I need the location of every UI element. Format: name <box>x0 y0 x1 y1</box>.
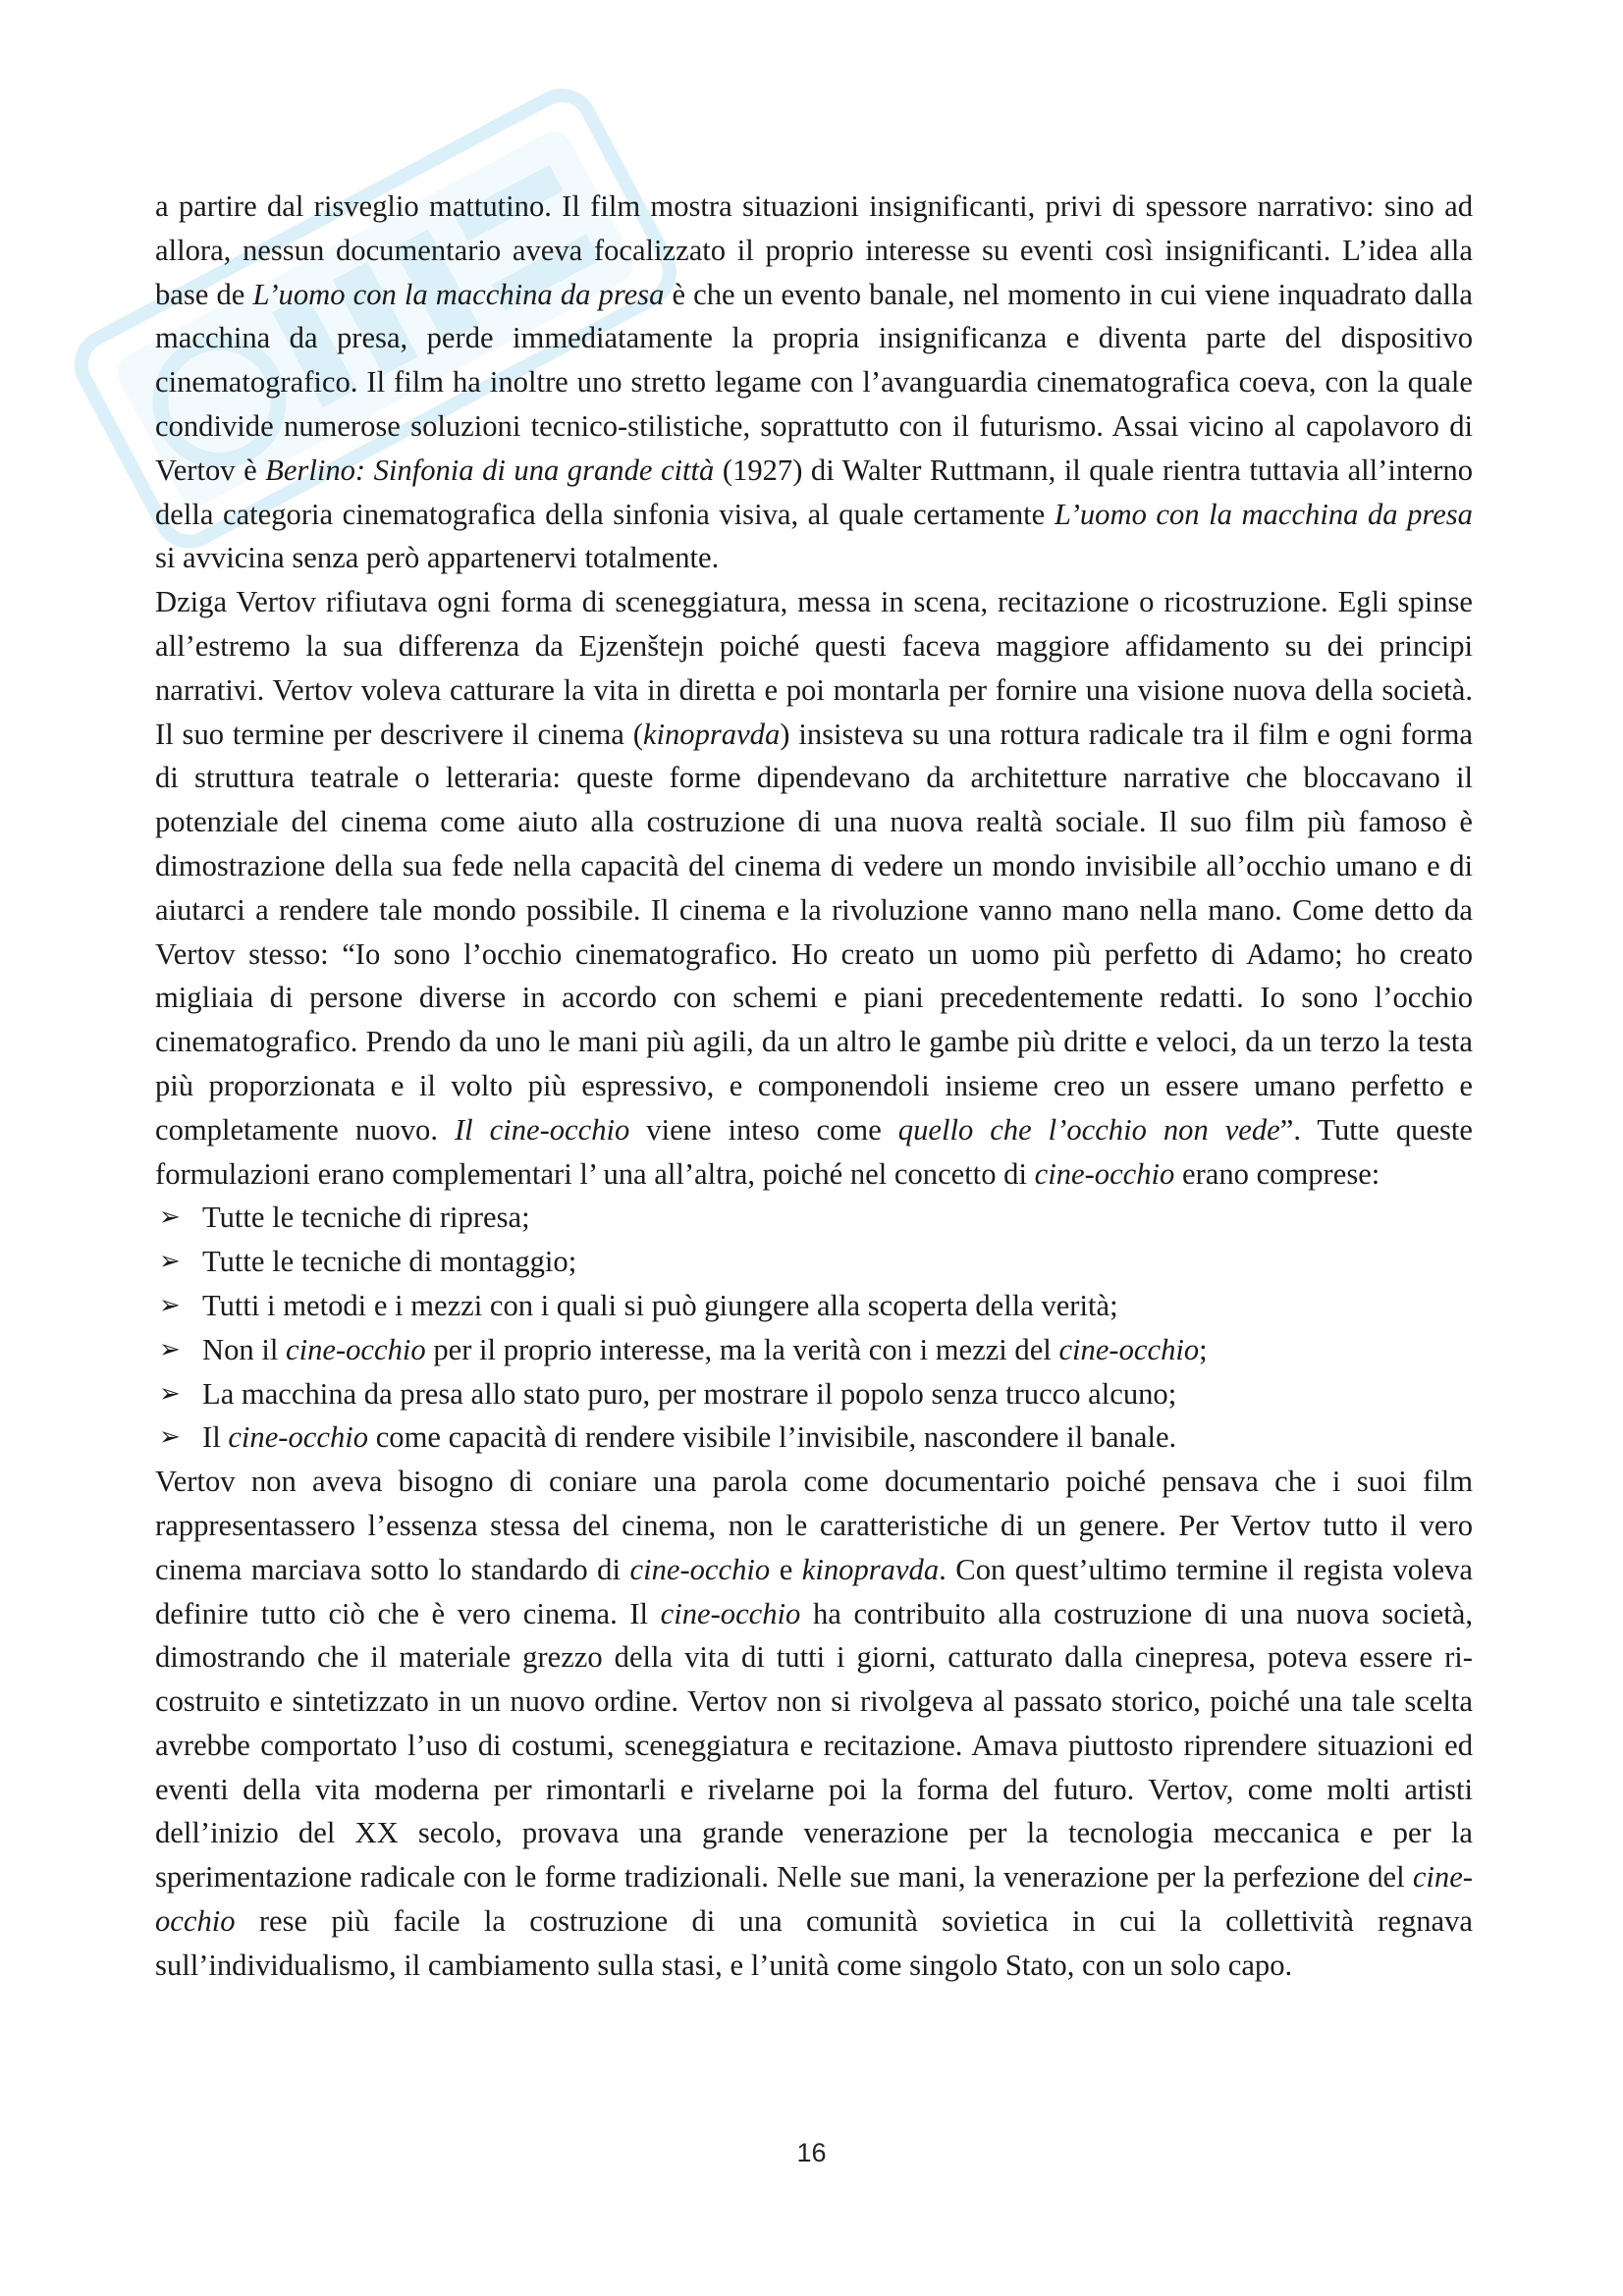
italic-term: cine-occhio <box>1058 1332 1200 1366</box>
italic-term: cine-occhio <box>285 1332 426 1366</box>
italic-term: kinopravda <box>642 717 781 751</box>
list-item <box>155 1372 1473 1416</box>
film-title: Berlino: Sinfonia di una grande città <box>265 453 715 487</box>
page-body <box>155 185 1473 1988</box>
list-item-text: ; <box>1199 1332 1208 1366</box>
list-item-text: per il proprio interesse, ma la verità con i mezzi del <box>425 1332 1059 1366</box>
text-run: Vertov non aveva bisogno di coniare una parola come documentario poiché pensava che i suoi film rappresentassero l’essenza stessa del cinema, non le caratteristiche di un genere. Per Vertov tutto il vero cinema marciava sotto lo standardo di <box>155 1465 1473 1586</box>
arrow-bullet-icon: ➢ <box>159 1202 181 1232</box>
text-run: a partire dal risveglio mattutino. Il film mostra situazioni insignificanti, privi di spessore narrativo: sino ad allora, nessun documentario aveva focalizzato il proprio interesse su eventi così insignificanti. L’idea alla base de <box>155 189 1473 311</box>
italic-term: cine-occhio <box>629 1552 771 1586</box>
italic-term: cine-occhio <box>228 1420 369 1455</box>
text-run: è che un evento banale, nel momento in cui viene inquadrato dalla macchina da presa, perde immediatamente la propria insignificanza e diventa parte del dispositivo cinematografico. Il film ha inoltre uno stretto legame con l’avanguardia cinematografica coeva, con la quale condivide numerose soluzioni tecnico-stilistiche, soprattutto con il futurismo. Assai vicino al capolavoro di Vertov è <box>155 277 1473 487</box>
list-item <box>155 1415 1473 1460</box>
text-run: ha contribuito alla costruzione di una nuova società, dimostrando che il materiale grezzo della vita di tutti i giorni, catturato dalla cinepresa, poteva essere ri-costruito e sintetizzato in un nuovo ordine. Vertov non si rivolgeva al passato storico, poiché una tale scelta avrebbe comportato l’uso di costumi, sceneggiatura e recitazione. Amava piuttosto riprendere situazioni ed eventi della vita moderna per rimontarli e rivelarne poi la forma del futuro. Vertov, come molti artisti dell’inizio del XX secolo, provava una grande venerazione per la tecnologia meccanica e per la sperimentazione radicale con le forme tradizionali. Nelle sue mani, la venerazione per la perfezione del <box>155 1596 1473 1895</box>
list-item <box>155 1240 1473 1284</box>
italic-term: Il cine-occhio <box>454 1112 630 1147</box>
list-item-text: Tutte le tecniche di ripresa; <box>202 1201 530 1235</box>
arrow-bullet-icon: ➢ <box>159 1247 181 1276</box>
list-item-text: Il <box>202 1420 229 1455</box>
film-title: L’uomo con la macchina da presa <box>252 277 665 311</box>
italic-term: cine-occhio <box>1034 1156 1175 1191</box>
text-run: (1927) di Walter Ruttmann, il quale rientra tuttavia all’interno della categoria cinematografica della sinfonia visiva, al quale certamente <box>155 453 1474 531</box>
italic-term: cine-occhio <box>155 1860 1473 1939</box>
text-run: viene inteso come <box>629 1112 898 1147</box>
text-run: Dziga Vertov rifiutava ogni forma di sceneggiatura, messa in scena, recitazione o ricostruzione. Egli spinse all’estremo la sua differenza da Ejzenštejn poiché questi faceva maggiore affidamento su dei principi narrativi. Vertov voleva catturare la vita in diretta e poi montarla per fornire una visione nuova della società. Il suo termine per descrivere il cinema ( <box>155 585 1473 751</box>
text-run: . Con quest’ultimo termine il regista voleva definire tutto ciò che è vero cinema. Il <box>155 1552 1473 1630</box>
list-item <box>155 1328 1473 1372</box>
text-run: e <box>770 1552 802 1586</box>
text-run: rese più facile la costruzione di una comunità sovietica in cui la collettività regnava sull’individualismo, il cambiamento sulla stasi, e l’unità come singolo Stato, con un solo capo. <box>155 1904 1473 1982</box>
italic-term: kinopravda <box>801 1552 940 1586</box>
list-item <box>155 1284 1473 1328</box>
list-item-text: come capacità di rendere visibile l’invisibile, nascondere il banale. <box>368 1420 1177 1455</box>
page-number: 16 <box>796 2138 827 2167</box>
list-item-text: La macchina da presa allo stato puro, per mostrare il popolo senza trucco alcuno; <box>202 1376 1177 1411</box>
text-run: ) insisteva su una rottura radicale tra il film e ogni forma di struttura teatrale o letteraria: queste forme dipendevano da architetture narrative che bloccavano il potenziale del cinema come aiuto alla costruzione di una nuova realtà sociale. Il suo film più famoso è dimostrazione della sua fede nella capacità del cinema di vedere un mondo invisibile all’occhio umano e di aiutarci a rendere tale mondo possibile. Il cinema e la rivoluzione vanno mano nella mano. Come detto da Vertov stesso: “Io sono l’occhio cinematografico. Ho creato un uomo più perfetto di Adamo; ho creato migliaia di persone diverse in accordo con schemi e piani precedentemente redatti. Io sono l’occhio cinematografico. Prendo da uno le mani più agili, da un altro le gambe più dritte e veloci, da un terzo la testa più proporzionata e il volto più espressivo, e componendoli insieme creo un essere umano perfetto e completamente nuovo. <box>155 717 1473 1147</box>
text-run: erano comprese: <box>1174 1156 1380 1191</box>
paragraph-3 <box>155 1460 1473 1988</box>
bullet-list <box>155 1196 1473 1460</box>
text-run: ”. Tutte queste formulazioni erano complementari l’ una all’altra, poiché nel concetto di <box>155 1112 1474 1191</box>
arrow-bullet-icon: ➢ <box>159 1378 181 1408</box>
arrow-bullet-icon: ➢ <box>159 1290 181 1319</box>
list-item-text: Non il <box>202 1332 286 1366</box>
text-run: si avvicina senza però appartenervi totalmente. <box>155 541 720 575</box>
list-item-text: Tutte le tecniche di montaggio; <box>202 1245 577 1279</box>
italic-term: quello che l’occhio non vede <box>897 1112 1280 1147</box>
paragraph-1 <box>155 185 1473 580</box>
arrow-bullet-icon: ➢ <box>159 1334 181 1363</box>
film-title: L’uomo con la macchina da presa <box>1054 497 1473 531</box>
arrow-bullet-icon: ➢ <box>159 1422 181 1452</box>
paragraph-2 <box>155 580 1473 1196</box>
list-item-text: Tutti i metodi e i mezzi con i quali si può giungere alla scoperta della verità; <box>202 1288 1118 1322</box>
italic-term: cine-occhio <box>660 1596 801 1630</box>
list-item <box>155 1196 1473 1240</box>
